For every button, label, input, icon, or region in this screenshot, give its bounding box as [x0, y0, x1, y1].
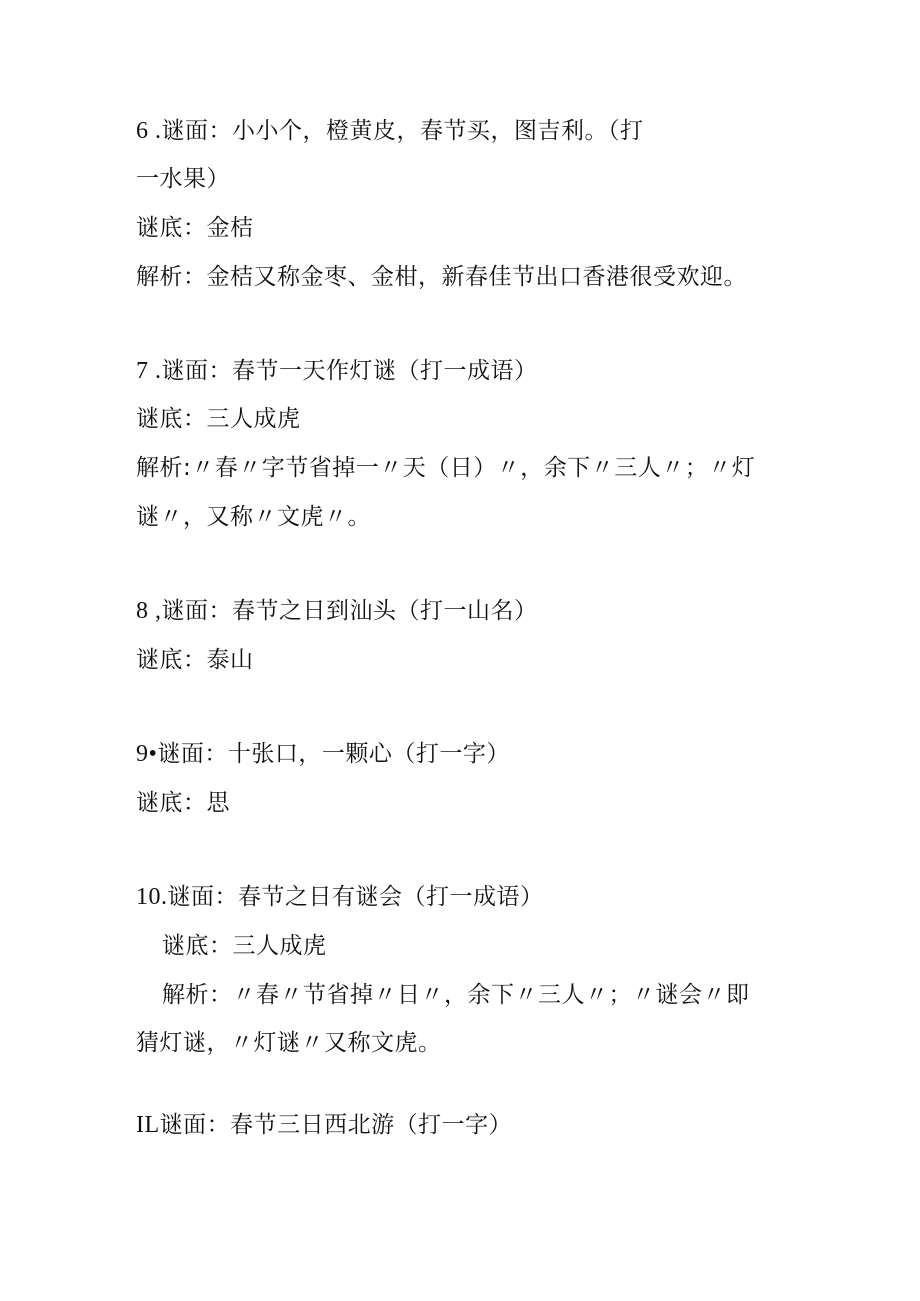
riddle-11-question	[136, 1109, 512, 1141]
riddle-10-question	[136, 881, 544, 913]
riddle-9-question	[136, 738, 510, 770]
riddle-6-answer: 谜底：金桔	[136, 215, 254, 241]
riddle-7-question	[136, 355, 538, 387]
riddle-6-question-cont: 一水果）	[136, 166, 230, 192]
riddle-8-answer: 谜底：泰山	[136, 647, 254, 673]
riddle-text: 谜面：十张口，一颗心（打一字）	[157, 741, 510, 767]
riddle-7-answer: 谜底：三人成虎	[136, 406, 301, 432]
riddle-6-question	[136, 115, 644, 147]
item-number: 8 ,	[136, 598, 162, 624]
item-number: 7 .	[136, 358, 162, 384]
riddle-6-analysis: 解析：金桔又称金枣、金柑，新春佳节出口香港很受欢迎。	[136, 264, 747, 290]
riddle-10-answer: 谜底：三人成虎	[162, 933, 327, 959]
item-number: IL	[136, 1112, 160, 1138]
riddle-8-question	[136, 595, 538, 627]
riddle-text: 谜面：春节一天作灯谜（打一成语）	[161, 358, 538, 384]
riddle-10-analysis-cont: 猜灯谜，〃灯谜〃又称文虎。	[136, 1030, 442, 1056]
item-number: 10.	[136, 884, 168, 910]
riddle-text: 谜面：春节之日到汕头（打一山名）	[161, 598, 538, 624]
riddle-7-analysis-cont: 谜〃，又称〃文虎〃。	[136, 504, 371, 530]
riddle-10-analysis: 解析：〃春〃节省掉〃日〃，余下〃三人〃；〃谜会〃即	[162, 982, 750, 1008]
riddle-7-analysis: 解析:〃春〃字节省掉一〃天（日）〃，余下〃三人〃；〃灯	[136, 455, 756, 481]
riddle-text: 谜面：春节三日西北游（打一字）	[159, 1112, 513, 1138]
riddle-9-answer: 谜底：思	[136, 790, 230, 816]
item-number: 9•	[136, 741, 158, 767]
riddle-text: 谜面：小小个，橙黄皮，春节买，图吉利。（打	[161, 118, 644, 144]
item-number: 6 .	[136, 118, 162, 144]
riddle-text: 谜面：春节之日有谜会（打一成语）	[167, 884, 544, 910]
